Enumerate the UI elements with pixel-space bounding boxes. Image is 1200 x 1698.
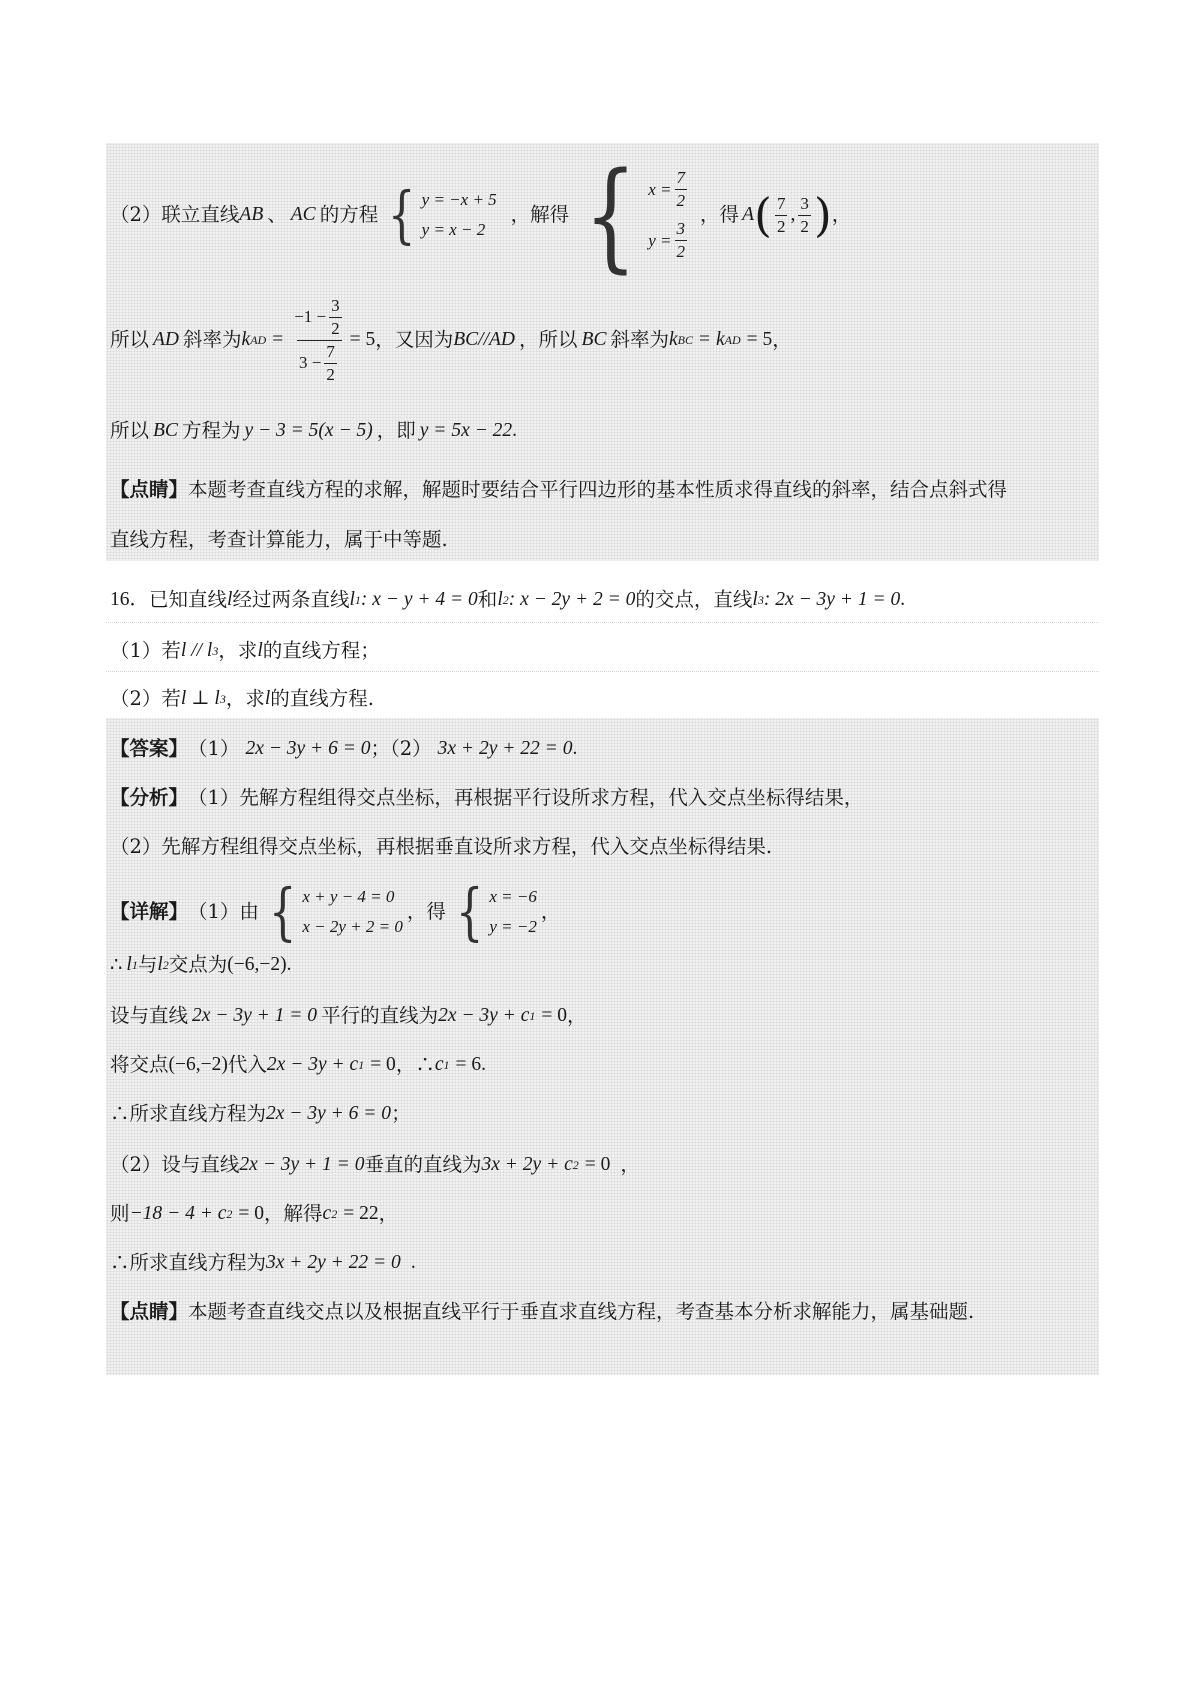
math: 3x + 2y + 22 = 0	[266, 1252, 401, 1273]
text: 垂直的直线为	[364, 1153, 482, 1176]
subscript: 1	[529, 1009, 536, 1023]
text: ，即	[376, 419, 416, 442]
brace: {	[268, 875, 297, 948]
text: 设与直线	[110, 1004, 189, 1027]
fraction	[798, 193, 811, 238]
text: ，得	[700, 203, 740, 226]
solution-system	[450, 875, 537, 948]
denominator: 2	[800, 216, 809, 236]
numerator: 3	[331, 295, 340, 315]
brace: {	[584, 146, 638, 284]
denominator: 2	[776, 216, 786, 236]
math: l	[752, 589, 758, 610]
text: 平行的直线为	[321, 1004, 439, 1027]
tip-label: 【点睛】	[110, 478, 189, 501]
divider	[106, 671, 1099, 672]
analysis-label: 【分析】	[110, 786, 189, 809]
math: A	[742, 204, 754, 225]
fraction	[675, 167, 688, 212]
numerator: 7	[326, 341, 335, 361]
denominator: 2	[676, 191, 686, 210]
math: = 5	[349, 329, 376, 350]
text: ，求	[225, 687, 265, 710]
text: 的方程	[319, 203, 379, 226]
fraction	[675, 218, 688, 263]
solution-system	[573, 146, 690, 284]
detail-line	[110, 1001, 1100, 1031]
math: 3x + 2y + 22 = 0	[437, 738, 573, 759]
text: 代入	[227, 1053, 267, 1076]
subscript: 3	[219, 692, 226, 706]
subscript: 2	[226, 1207, 233, 1221]
math: k	[715, 329, 725, 350]
text: .	[512, 420, 518, 441]
text: （2）先解方程组得交点坐标，再根据垂直设所求方程，代入交点坐标得结果.	[110, 835, 773, 858]
tip-line	[110, 475, 1100, 505]
text: 所以	[110, 419, 150, 442]
equation: x = −6	[489, 887, 537, 906]
math: k	[668, 329, 678, 350]
text: ∴	[110, 953, 123, 976]
subscript: 2	[572, 1158, 579, 1172]
question-number: 16．	[110, 589, 150, 610]
solution-line-equation	[110, 416, 1100, 446]
text: ，	[620, 1153, 640, 1176]
math: = 22	[343, 1203, 379, 1224]
text: 将交点	[110, 1053, 169, 1076]
math: = 5	[746, 329, 773, 350]
math: = 0	[238, 1203, 265, 1224]
text: ，解得	[264, 1202, 323, 1225]
subscript: 2	[331, 1207, 338, 1221]
tip-text: 本题考查直线交点以及根据直线平行于垂直求直线方程，考查基本分析求解能力，属基础题.	[188, 1300, 975, 1323]
math: 2x − 3y + 1 = 0	[239, 1154, 365, 1175]
text: 方程为	[181, 419, 241, 442]
question-16-part2	[110, 684, 1100, 714]
math: l	[157, 954, 163, 975]
denominator: 2	[326, 364, 335, 384]
math: AD	[153, 329, 180, 350]
subscript: BC	[677, 333, 693, 347]
denominator: 3 −	[298, 353, 322, 372]
equation-system	[382, 178, 497, 251]
math: l	[227, 589, 233, 610]
numerator: 3	[800, 193, 809, 213]
text: （2）设与直线	[110, 1153, 240, 1176]
text: （1）	[188, 737, 240, 760]
tip-text: 直线方程，考查计算能力，属于中等题.	[110, 528, 448, 551]
numerator: 7	[776, 193, 786, 213]
text: 经过两条直线	[232, 588, 350, 611]
math: (−6,−2)	[168, 1054, 228, 1075]
text: ，	[378, 1202, 399, 1225]
answer-label: 【答案】	[110, 737, 189, 760]
subscript: 1	[131, 958, 138, 972]
fraction	[775, 193, 788, 238]
text: .	[286, 954, 292, 975]
brace: {	[455, 875, 484, 948]
detail-line	[110, 1150, 1100, 1180]
math: : x − 2y + 2 = 0	[508, 589, 636, 610]
subscript: 3	[757, 593, 764, 607]
math: c	[434, 1054, 444, 1075]
math: BC	[153, 420, 178, 441]
math: =	[272, 329, 284, 350]
analysis-line	[110, 783, 1100, 813]
compound-fraction	[292, 295, 346, 386]
detail-line	[110, 1199, 1100, 1229]
subscript: 1	[443, 1058, 450, 1072]
solution-line-slope	[110, 290, 1100, 390]
math: l	[264, 688, 271, 709]
text: ∴所求直线方程为	[110, 1102, 267, 1125]
math: l	[349, 589, 355, 610]
question-16-stem	[110, 585, 1100, 615]
math: 2x − 3y + c	[438, 1005, 530, 1026]
text: .	[900, 589, 906, 610]
math: y =	[648, 230, 672, 250]
denominator: 2	[331, 318, 340, 338]
equation: x − 2y + 2 = 0	[302, 917, 403, 936]
math: AC	[290, 204, 316, 225]
numerator: −1 −	[294, 307, 327, 326]
tip-text: 本题考查直线方程的求解，解题时要结合平行四边形的基本性质求得直线的斜率，结合点斜式得	[188, 478, 1008, 501]
text: ，	[540, 900, 561, 923]
text: ；（2）	[370, 737, 432, 760]
detail-line	[110, 1050, 1100, 1080]
text: ，	[831, 203, 852, 226]
text: 和	[477, 588, 498, 611]
math: 3x + 2y + c	[481, 1154, 573, 1175]
answer-line	[110, 734, 1100, 764]
text: 与	[137, 953, 158, 976]
math: =	[698, 329, 710, 350]
subscript: 1	[354, 593, 361, 607]
numerator: 3	[676, 219, 686, 238]
solution-line-system: （2）联立直线 AB 、 AC 的方程 { y = −x + 5 y = x − 2 ，解得 { x = $\frac{7}{2}$ y = $\frac{3}{2}$ ，得 A ( $\frac{7}{2}$ , $\frac{3}{2}$ ) ，	[110, 146, 852, 284]
math: l // l	[180, 640, 213, 661]
tip-line	[110, 1297, 1100, 1327]
math: = 6.	[455, 1054, 486, 1075]
math: l ⊥ l	[180, 688, 220, 709]
denominator: 2	[676, 242, 686, 261]
text: 的交点，直线	[635, 588, 753, 611]
math: y = 5x − 22	[419, 420, 513, 441]
math: −18 − 4 + c	[129, 1203, 227, 1224]
equation: y = −2	[489, 917, 537, 936]
math: y − 3 = 5(x − 5)	[244, 420, 373, 441]
text: ，求	[218, 639, 258, 662]
text: .	[572, 738, 578, 759]
math: l	[497, 589, 503, 610]
equation: x + y − 4 = 0	[302, 887, 395, 906]
text: ，	[567, 1004, 587, 1027]
equation-system	[263, 875, 403, 948]
math: : x − y + 4 = 0	[360, 589, 478, 610]
text: 则	[110, 1202, 130, 1225]
text: （2）联立直线	[110, 203, 240, 226]
math: 2x − 3y + c	[266, 1054, 359, 1075]
divider	[106, 622, 1099, 623]
detail-line	[110, 876, 1100, 948]
subscript: 3	[212, 644, 219, 658]
text: （1）若	[110, 639, 181, 662]
text: （2）若	[110, 687, 181, 710]
equation: y = x − 2	[421, 220, 486, 239]
math: k	[241, 329, 251, 350]
text: ，又因为	[375, 328, 454, 351]
text: 、	[267, 203, 287, 226]
subscript: AD	[250, 333, 267, 347]
subscript: 2	[162, 958, 169, 972]
subscript: AD	[724, 333, 741, 347]
text: ，	[772, 328, 792, 351]
text: 已知直线	[149, 588, 228, 611]
text: 的直线方程；	[262, 639, 380, 662]
text: 交点为	[168, 953, 228, 976]
brace: {	[388, 178, 416, 251]
math: = 0	[370, 1054, 396, 1075]
math: c	[322, 1203, 332, 1224]
detail-line	[110, 1099, 1100, 1129]
text: 斜率为	[610, 328, 669, 351]
text: ，得	[406, 900, 446, 923]
text: ，解得	[510, 203, 570, 226]
subscript: 2	[502, 593, 509, 607]
math: BC	[581, 329, 607, 350]
math: 2x − 3y + 6 = 0	[245, 738, 371, 759]
text: ；	[391, 1102, 411, 1125]
text: 所以	[110, 328, 150, 351]
math: x =	[648, 179, 672, 199]
math: (−6,−2)	[227, 954, 287, 975]
question-16-part1	[110, 636, 1100, 666]
math: l	[257, 640, 263, 661]
detail-line	[110, 1248, 1100, 1278]
numerator: 7	[676, 168, 686, 187]
text: .	[410, 1252, 416, 1273]
math: AB	[239, 204, 264, 225]
equation: y = −x + 5	[421, 190, 497, 209]
math: = 0	[541, 1005, 567, 1026]
math: 2x − 3y + 6 = 0	[266, 1103, 392, 1124]
analysis-line	[110, 832, 1100, 862]
text: 的直线方程.	[270, 687, 374, 710]
text: 斜率为	[183, 328, 242, 351]
detail-label: 【详解】	[110, 900, 189, 923]
math: l	[126, 954, 132, 975]
math: : 2x − 3y + 1 = 0	[763, 589, 901, 610]
text: ，∴	[395, 1053, 435, 1076]
text: ，所以	[519, 328, 578, 351]
tip-label: 【点睛】	[110, 1300, 189, 1323]
math: = 0	[584, 1154, 611, 1175]
detail-line	[110, 950, 1100, 980]
math: BC//AD	[453, 329, 516, 350]
text: ∴所求直线方程为	[110, 1251, 267, 1274]
text: （1）先解方程组得交点坐标，再根据平行设所求方程，代入交点坐标得结果，	[188, 786, 864, 809]
math: 2x − 3y + 1 = 0	[192, 1005, 318, 1026]
text: （1）由	[188, 900, 259, 923]
math: ,	[790, 204, 796, 225]
subscript: 1	[358, 1058, 365, 1072]
tip-line	[110, 525, 1100, 555]
